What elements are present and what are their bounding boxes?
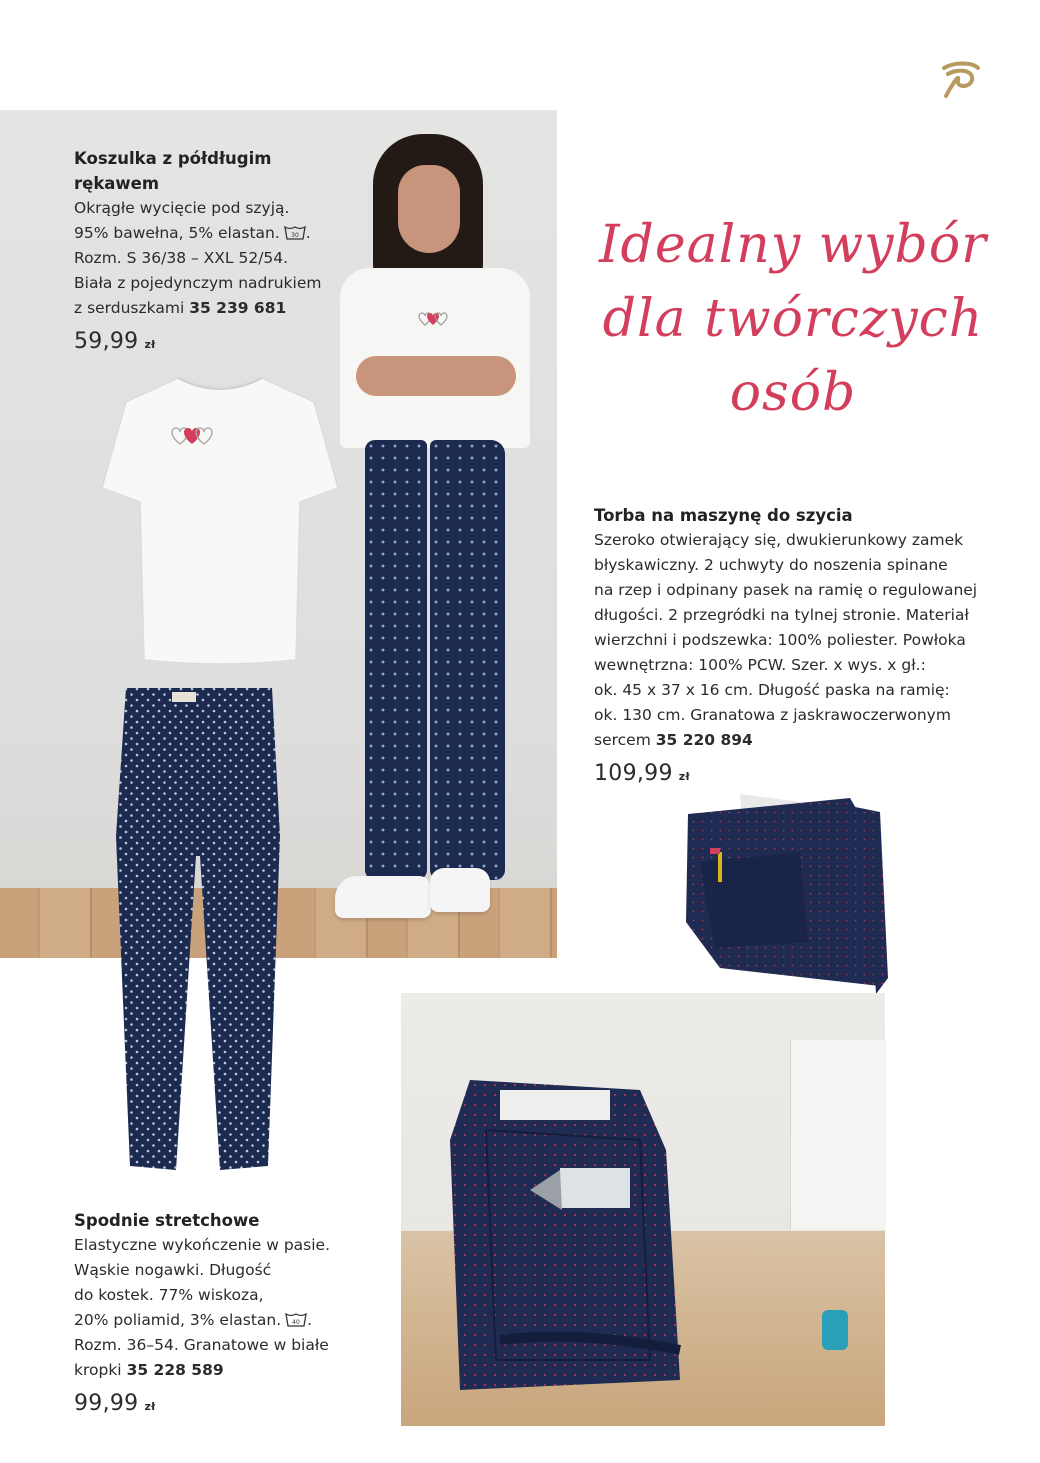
sewing-bag-product-image [680, 772, 890, 1004]
headline [588, 208, 998, 430]
tshirt-desc-line-1: Okrągłe wycięcie pod szyją. [74, 199, 290, 217]
pants-description [74, 1208, 374, 1419]
pants-desc-line-5: Rozm. 36–54. Granatowe w białe [74, 1336, 329, 1354]
bag-desc-line-6: wewnętrzna: 100% PCW. Szer. x wys. x gł.: [594, 656, 926, 674]
pants-desc-line-2: Wąskie nogawki. Długość [74, 1261, 272, 1279]
pants-sku: 35 228 589 [126, 1361, 224, 1379]
thread-spool-icon [816, 1300, 856, 1360]
brand-logo [938, 58, 984, 102]
pants-desc-line-3: do kostek. 77% wiskoza, [74, 1286, 264, 1304]
svg-text:30: 30 [290, 232, 299, 239]
svg-text:40: 40 [292, 1319, 300, 1326]
model-heart-print [414, 312, 448, 326]
tshirt-product-image [100, 370, 340, 668]
bag-description [594, 503, 1004, 789]
tshirt-care-suffix: . [305, 224, 311, 242]
pants-care-suffix: . [307, 1311, 313, 1329]
white-drawer-unit [790, 1040, 886, 1230]
tshirt-price [74, 329, 354, 357]
pants-desc-line-6 [74, 1358, 374, 1383]
headline-line-1: Idealny wybór [599, 215, 987, 275]
bag-desc-line-3: na rzep i odpinany pasek na ramię o regulowanej [594, 581, 978, 599]
model-shoe-right [430, 868, 490, 912]
bag-price [594, 761, 1004, 789]
tshirt-desc-last: z serduszkami [74, 299, 185, 317]
wash-30-icon [284, 225, 306, 241]
tshirt-description [74, 146, 354, 357]
pants-price [74, 1391, 374, 1419]
bag-desc-line-1: Szeroko otwierający się, dwukierunkowy zamek [594, 531, 964, 549]
tshirt-desc-line-4: Biała z pojedynczym nadrukiem [74, 274, 322, 292]
model-pants-left-leg [365, 440, 427, 880]
model-pants-right-leg [430, 440, 505, 880]
tshirt-title-line-2: rękawem [74, 174, 160, 193]
bag-currency: zł [678, 770, 690, 783]
tshirt-desc-line-5 [74, 296, 354, 321]
pants-currency: zł [144, 1400, 156, 1413]
model-shoe-left [335, 876, 431, 918]
sewing-bag-on-table [440, 1060, 690, 1420]
model-arms [356, 356, 516, 396]
headline-line-3: osób [729, 363, 857, 423]
tshirt-desc-line-2-text: 95% bawełna, 5% elastan. [74, 224, 280, 242]
pants-desc-last: kropki [74, 1361, 122, 1379]
tshirt-title-line-1: Koszulka z półdługim [74, 149, 272, 168]
wash-40-icon [285, 1312, 307, 1328]
pants-desc-line-4-text: 20% poliamid, 3% elastan. [74, 1311, 282, 1329]
pants-desc-line-4 [74, 1308, 374, 1333]
bag-desc-line-4: długości. 2 przegródki na tylnej stronie. Materiał [594, 606, 969, 624]
pants-price-value: 99,99 [74, 1391, 139, 1416]
bag-sku: 35 220 894 [655, 731, 753, 749]
headline-line-2: dla twórczych [602, 289, 984, 349]
bag-desc-last: sercem [594, 731, 651, 749]
pants-desc-line-1: Elastyczne wykończenie w pasie. [74, 1236, 331, 1254]
bag-price-value: 109,99 [594, 761, 673, 786]
bag-desc-line-5: wierzchni i podszewka: 100% poliester. Powłoka [594, 631, 966, 649]
bag-desc-line-9 [594, 728, 1004, 753]
pants-title: Spodnie stretchowe [74, 1211, 260, 1230]
bag-desc-line-7: ok. 45 x 37 x 16 cm. Długość paska na ramię: [594, 681, 950, 699]
model-face [398, 165, 460, 253]
pants-product-image [112, 686, 284, 1176]
tshirt-desc-line-2 [74, 221, 354, 246]
tshirt-desc-line-3: Rozm. S 36/38 – XXL 52/54. [74, 249, 289, 267]
tshirt-price-value: 59,99 [74, 329, 139, 354]
tshirt-sku: 35 239 681 [189, 299, 287, 317]
bag-title: Torba na maszynę do szycia [594, 506, 853, 525]
bag-desc-line-8: ok. 130 cm. Granatowa z jaskrawoczerwonym [594, 706, 951, 724]
bag-desc-line-2: błyskawiczny. 2 uchwyty do noszenia spinane [594, 556, 948, 574]
tshirt-currency: zł [144, 338, 156, 351]
